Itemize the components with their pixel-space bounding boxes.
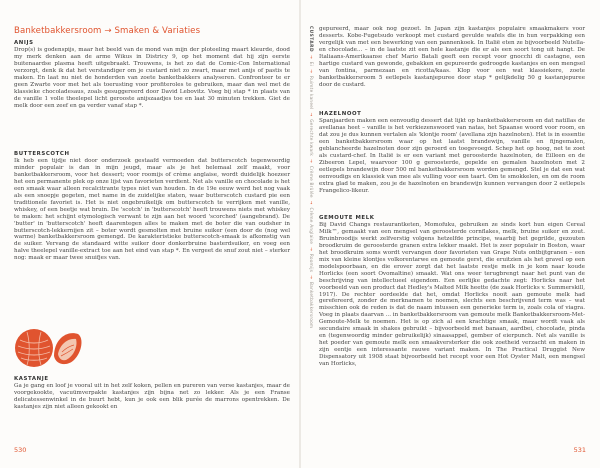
section-kastanje-continued: [319, 26, 585, 89]
running-head-item: Ei: [308, 61, 313, 67]
section-title: ANIJS: [14, 40, 34, 46]
running-head-item: Banketbakkersroom: [308, 281, 313, 329]
section-hazelnoot: [319, 111, 585, 194]
section-title: KASTANJE: [14, 376, 49, 382]
page-heading: Banketbakkersroom → Smaken & Variaties: [14, 26, 201, 36]
section-text: Ga je gang en loof je vooral uit in het zelf koken, pellen en pureren van verse kastanjes, maar de voorgekookte, vacuümverpakte kastanjes zijn bijna net zo lekker. Als je een Franse delicatessenwinkel in de buurt hebt, kun je ook een blik purée de marrons opentrekken. De kastanjes zijn niet alleen gekookt en: [14, 383, 290, 410]
running-head-item: Crème Anglaise: [308, 207, 313, 245]
chestnut-illustration: [14, 326, 84, 370]
running-head-item: Crème Brûlée: [308, 165, 313, 198]
running-head-item: Gerechte kwark: [308, 119, 313, 157]
chestnut-half-illustration: [54, 333, 81, 364]
section-text: Bij David Changs restaurantketen, Momofuku, gebruiken ze sinds kort hun eigen Cereal Milk™, gemaakt van een mengsel van geroosterde cornflakes, melk, bruine suiker en zout. Bruinbroodijs werkt zelfverstig volgens hetzelfde principe, waarbij het gegrilde, gezouten broodkruim de geroosterde granen extra lekker maakt. Het is zeer populair in Boston, waar het broodkruim soms wordt vervangen door favorieten van Grape Nuts ontbijtgranen – een mix van kleine klontjes volkorentarwe en gemoute gerst, die eruitzien als het gravel op een modelspoorbaan, en die erover zorgt dat het laatste restje melk in je kom naar koude Horlicks (een soort Ovomaltine) smaakt. Wat ons weer terugbrengt naar het punt van de beschrijving van intellectueel eigendom. Een eerlijke gedachte zegt: Horlicks naar het voorbeeld van een product dat Hedley's Malted Milk heette (de zaak Horlicks v. Summerskill, 1917). De rechter oordeelde dat het, omdat Horlicks nooit aan gemoute melk had gerefereerd, zonder de merknamen te noemen, slechts een beschrijvend term was – wat misschien ook de reden is dat de naam intussen een generieke term is, zoals cola of viagra. Voeg in plaats daarvan ... in banketbakkersroom van gemoute melk Banketbakkersroom-Met-Gemoute-Melk te noemen. Het is op zich al een krachtige smaak, maar wordt vaak als secundaire smaak in shakes gebruikt – bijvoorbeeld met banaan, aardbei, chocolade, pinda en (tegenwoordig minder gebruikelijk) sinaasappel, gember of eierpunch. Net als vanille is het poeder van gemoute melk een smaakversterker die ook zoetheid verzacht en maken in zijn eentje een interessante rauwe variant maken. In The Practical Druggist New Dispensatory uit 1908 staat bijvoorbeeld het recept voor een Hot Oyster Malt, een mengsel van Horlicks,: [319, 222, 585, 368]
right-page: [301, 0, 600, 468]
section-text: gepureerd, maar ook nog gezoet. In Japan zijn kastanjes populaire smaakmakers voor desserts. Kobe-Fugetsudo verkoopt met custard gevulde wafels die in hun verpakking een vergelijk van met een bewerking van een pannenkoek. In Italië eten ze bijvoorbeeld Nutella- en chocolade... – in de laatste zit een hele kastanje die er als een soort tong uit hangt. De Italiaans-Amerikaanse chef Mario Batali geeft een recept voor gnocchi di castagne, een hartige custard van gewonde, gebakken en gepureerde gedroogde kastanjes en een mengsel van fontina, parmezaan en ricotta/kaas. Klop voor een wat klassiekere, zoete banketbakkersroom 5 eetlepels kastanjepuree door stap * gelijkdelig 50 g kastanjepuree door de custard.: [319, 26, 585, 88]
section-title: HAZELNOOT: [319, 111, 362, 117]
running-head-item: Ruimte kaneel: [308, 75, 313, 110]
section-text: Spanjaarden maken een eenvoudig dessert dat lijkt op banketbakkersroom en dat natillas de avellanas heet – vanille is het verkiezenswoord van natas, het Spaanse woord voor room, en dat zou je dus kunnen vertalen als 'klontje room' (avellana zijn hazelnoten). Het is in essentie een banketbakkersroom waar op het laatst brandewijn, vanille en fijngemalen, geblancheerde hazelnoten door zijn geroerd en toegevoegd. Schep het op hoog, net te zoet als custard-chef. In Italië is er een variant met geroosterde hazelnoten, de Eilleen en de Zibeeron Lepel, waarvoor 100 g geroosterde, gepelde en gemalen hazelnoten met 2 eetlepels brandewijn door 500 ml banketbakkersroom worden gemengd. Stel je dat een wat eenvoudigs en klassiek van mee als vulling voor een taart. Om te smokkelen, en om de room extra glad te maken, zou je de hazelnoten en brandewijn kunnen vervangen door 2 eetlepels Frangelico-likeur.: [319, 118, 585, 194]
section-gemoute-melk: [319, 215, 585, 368]
section-text: Drop(s) is godenspijs, maar het beeld van de mond van mijn der ploteeling maart kleurde, dood my merk denken aan de arme Wikus in Districy 9, op het moment dat hij zijn eerste buitenaardse plasma heeft uitgebraakt. Trouwens, is het zo dat de Comic-Con International verzorgt, denk ik dat het verstandiger om je custard niet zo zwart, maar met anijs of pastis te maken. En laat nu niet de honderden van zoete banketbakkers analyseren. Confronteer te er geen Zwarte voor met het als toerusting voor profiteroles te gebruiken, maar dan wel met de klassieke chocoladesaus, zoals gesuggereerd door David Lebovitz. Voeg bij stap * in plaats van de vanille 1 volle theelepel licht gerooste anijszaadjes toe en laat 30 minuten trekken. Giet de melk door een zeef en ga verder vanaf stap *.: [14, 47, 290, 109]
left-page: [0, 0, 299, 468]
running-head-vertical: [306, 26, 314, 346]
chestnut-whole-illustration: [15, 329, 53, 367]
section-anijs: [14, 40, 290, 110]
section-title: GEMOUTE MELK: [319, 215, 375, 221]
section-title: BUTTERSCOTCH: [14, 151, 70, 157]
running-head: CUSTARD→Ei→Ruimte kaneel→Gerechte kwark→Crème Brûlée→Crème Anglaise→Roomijs→Banketbakkersroom: [308, 26, 313, 329]
section-butterscotch: [14, 151, 290, 262]
page-number-left: 530: [14, 446, 27, 454]
section-text: Ik heb een tijdje niet door onderzoek gestaafd vermoeden dat butterscotch tegenwoordig minder populair is dan in mijn jeugd, maar als je het helemaal zelf maakt, voor banketbakkersroom, voor het dessert; voor roomijs of crème anglaise, wordt duidelijk hoezeer het een permanente plek op onze lijst van favorieten verdient. Net als vanille en chocolade is het een smaak waar alleen recalcitrante types niet van houden. In de 19e eeuw werd het nog vaak als een snoepje gegeten, met name in de zuidelijke staten, waar butterscotch custard pie een traditionele favoriet is. Het is niet ongebruikelijk om butterscotch te verrijken met vanille, whiskey, of een beetje wat bruin. De 'scotch' in 'butterscotch' heeft trouwens niets met whiskey te maken: het schijnt etymologisch verwant te zijn aan het woord 'scorched' (aangebrand). De 'butter' in 'butterscotch' heeft daarentegen alles te maken met de boter die van oudsher in butterscotch-lekkernijen zit – boter wordt gesmolten met bruine suiker (een door de (nog wel warme) banketbakkersroom gemengd. De karakteristieke butterscotch-smaak is afkomstig van de suiker. Vervang de standaard witte suiker door donkerbruine basterdsuiker, en voeg een halve theelepel vanille-extract toe aan het eind van stap *. En vergeet de snuf zout niet – sterker nog: maak er maar twee snuifjes van.: [14, 158, 290, 262]
running-head-first: CUSTARD: [308, 26, 313, 53]
page-number-right: 531: [573, 446, 586, 454]
running-head-item: Roomijs: [308, 253, 313, 273]
section-kastanje: [14, 376, 290, 411]
